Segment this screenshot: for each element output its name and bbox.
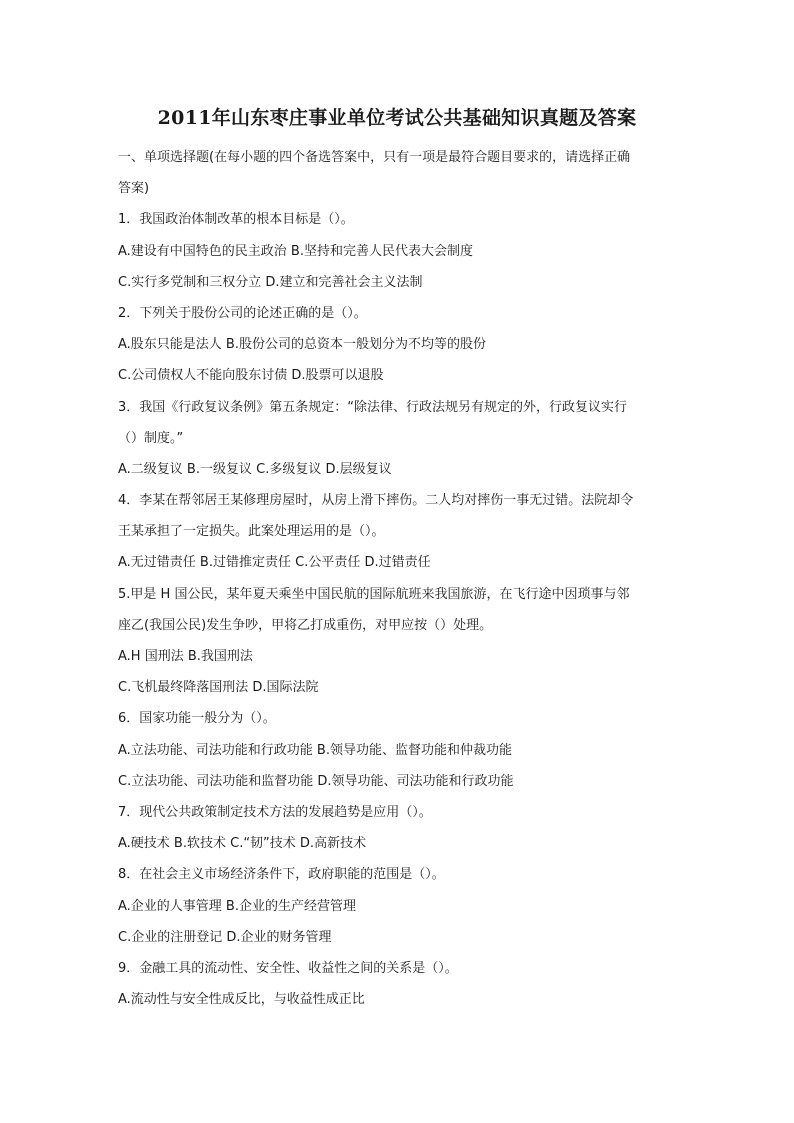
text-line: 6．国家功能一般分为（）。: [118, 711, 276, 727]
text-line: C.飞机最终降落国刑法 D.国际法院: [118, 680, 319, 696]
document-body: [118, 142, 678, 1015]
text-line: A.硬技术 B.软技术 C.“韧”技术 D.高新技术: [118, 836, 367, 852]
text-line: A.无过错责任 B.过错推定责任 C.公平责任 D.过错责任: [118, 555, 431, 571]
text-line: A.建设有中国特色的民主政治 B.坚持和完善人民代表大会制度: [118, 243, 473, 259]
text-line: A.立法功能、司法功能和行政功能 B.领导功能、监督功能和仲裁功能: [118, 742, 512, 758]
text-line: 8．在社会主义市场经济条件下，政府职能的范围是（）。: [118, 867, 445, 883]
text-line: 5.甲是 H 国公民，某年夏天乘坐中国民航的国际航班来我国旅游，在飞行途中因琐事与邻: [118, 586, 630, 602]
text-line: A.流动性与安全性成反比，与收益性成正比: [118, 992, 365, 1008]
text-line: 1．我国政治体制改革的根本目标是（）。: [118, 212, 354, 228]
text-line: A.H 国刑法 B.我国刑法: [118, 649, 253, 664]
text-line: 座乙(我国公民)发生争吵，甲将乙打成重伤，对甲应按（）处理。: [118, 617, 493, 633]
text-line: 答案): [118, 181, 150, 197]
text-line: 7．现代公共政策制定技术方法的发展趋势是应用（）。: [118, 804, 432, 820]
text-line: C.企业的注册登记 D.企业的财务管理: [118, 929, 332, 945]
text-line: 2．下列关于股份公司的论述正确的是（）。: [118, 305, 367, 321]
text-line: A.股东只能是法人 B.股份公司的总资本一般划分为不均等的股份: [118, 337, 486, 353]
text-line: （）制度。”: [118, 430, 184, 446]
document-title: 2011年山东枣庄事业单位考试公共基础知识真题及答案: [157, 107, 637, 129]
text-line: A.二级复议 B.一级复议 C.多级复议 D.层级复议: [118, 461, 392, 477]
text-line: 王某承担了一定损失。此案处理运用的是（）。: [118, 524, 385, 540]
text-line: 4．李某在帮邻居王某修理房屋时，从房上滑下摔伤。二人均对摔伤一事无过错。法院却令: [118, 493, 634, 509]
text-line: C.公司债权人不能向股东讨债 D.股票可以退股: [118, 368, 384, 384]
text-line: A.企业的人事管理 B.企业的生产经营管理: [118, 898, 356, 914]
text-line: C.实行多党制和三权分立 D.建立和完善社会主义法制: [118, 274, 423, 290]
text-line: 一、单项选择题(在每小题的四个备选答案中，只有一项是最符合题目要求的，请选择正确: [118, 150, 631, 165]
text-line: C.立法功能、司法功能和监督功能 D.领导功能、司法功能和行政功能: [118, 773, 514, 789]
text-line: 9．金融工具的流动性、安全性、收益性之间的关系是（）。: [118, 960, 458, 976]
text-line: 3．我国《行政复议条例》第五条规定：“除法律、行政法规另有规定的外，行政复议实行: [118, 399, 628, 415]
